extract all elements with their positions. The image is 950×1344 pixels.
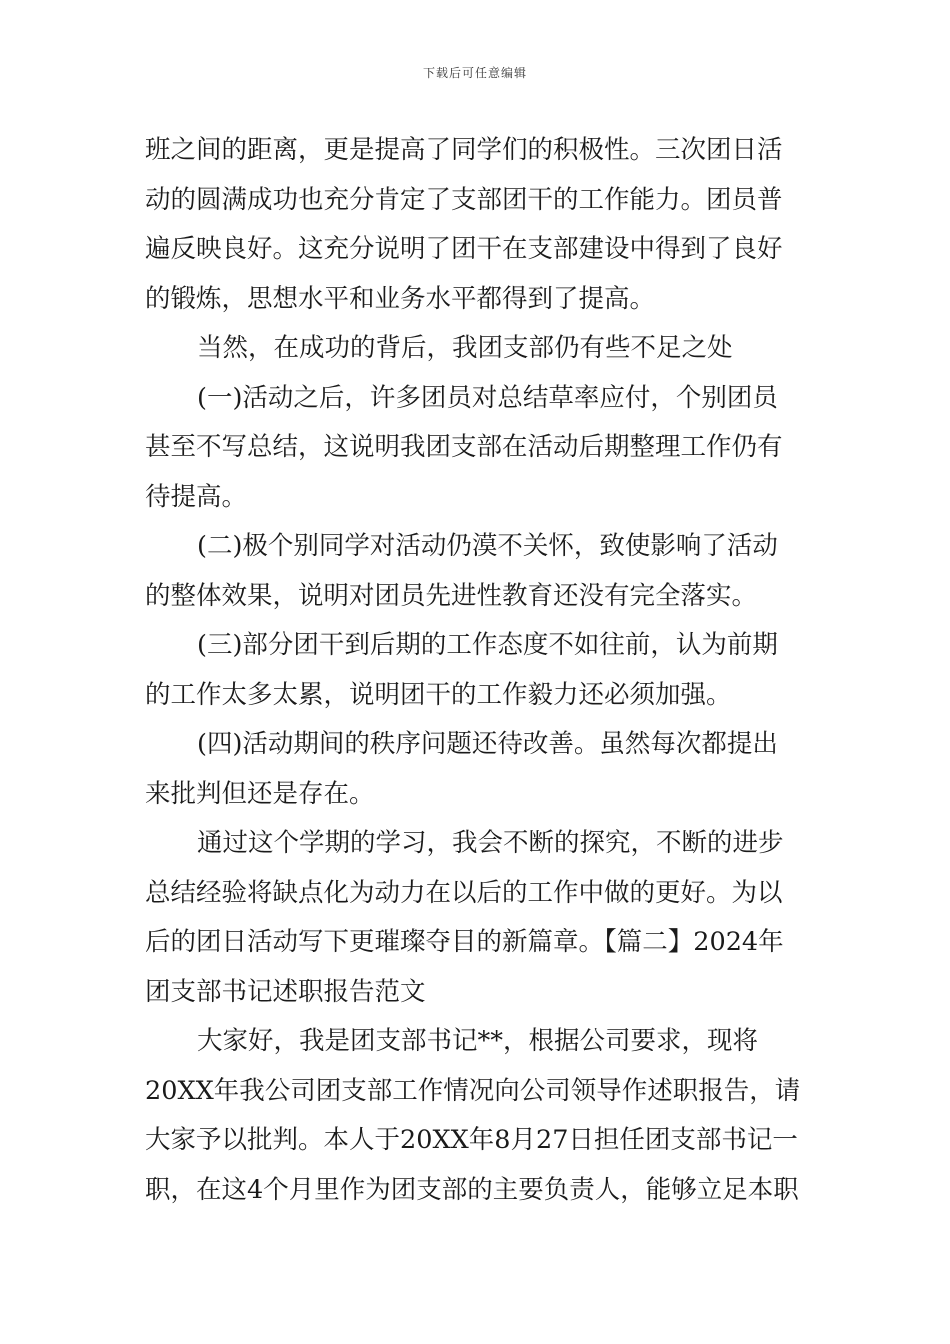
text-line: 待提高。 (145, 481, 248, 512)
text-line: 动的圆满成功也充分肯定了支部团干的工作能力。团员普 (145, 184, 783, 215)
text-line: 20XX年我公司团支部工作情况向公司领导作述职报告，请 (145, 1075, 801, 1106)
text-line: (二)极个别同学对活动仍漠不关怀，致使影响了活动 (197, 531, 778, 561)
text-line: 班之间的距离，更是提高了同学们的积极性。三次团日活 (145, 135, 783, 165)
text-line: (三)部分团干到后期的工作态度不如往前，认为前期 (197, 630, 778, 660)
text-line: 的整体效果，说明对团员先进性教育还没有完全落实。 (145, 580, 758, 611)
text-line: 甚至不写总结，这说明我团支部在活动后期整理工作仍有 (145, 432, 783, 462)
text-line: 来批判但还是存在。 (145, 778, 375, 809)
text-line: 通过这个学期的学习，我会不断的探究，不断的进步 (197, 828, 784, 858)
document-body (145, 126, 807, 1215)
text-line: 的锻炼，思想水平和业务水平都得到了提高。 (145, 283, 656, 314)
text-line: 团支部书记述职报告范文 (145, 976, 426, 1007)
text-line: 的工作太多太累，说明团干的工作毅力还必须加强。 (145, 679, 732, 710)
page-header: 下载后可任意编辑 (422, 66, 527, 80)
text-line: 大家好，我是团支部书记**，根据公司要求，现将 (197, 1026, 759, 1056)
text-line: 大家予以批判。本人于20XX年8月27日担任团支部书记一 (145, 1125, 798, 1155)
text-line: 后的团日活动写下更璀璨夺目的新篇章。【篇二】2024年 (145, 927, 784, 957)
text-line: (四)活动期间的秩序问题还待改善。虽然每次都提出 (197, 729, 778, 759)
text-line: 总结经验将缺点化为动力在以后的工作中做的更好。为以 (145, 877, 783, 908)
text-line: 职，在这4个月里作为团支部的主要负责人，能够立足本职 (145, 1174, 799, 1205)
text-line: 遍反映良好。这充分说明了团干在支部建设中得到了良好 (145, 234, 783, 264)
text-line: (一)活动之后，许多团员对总结草率应付，个别团员 (197, 382, 778, 413)
text-line: 当然，在成功的背后，我团支部仍有些不足之处 (197, 333, 733, 363)
